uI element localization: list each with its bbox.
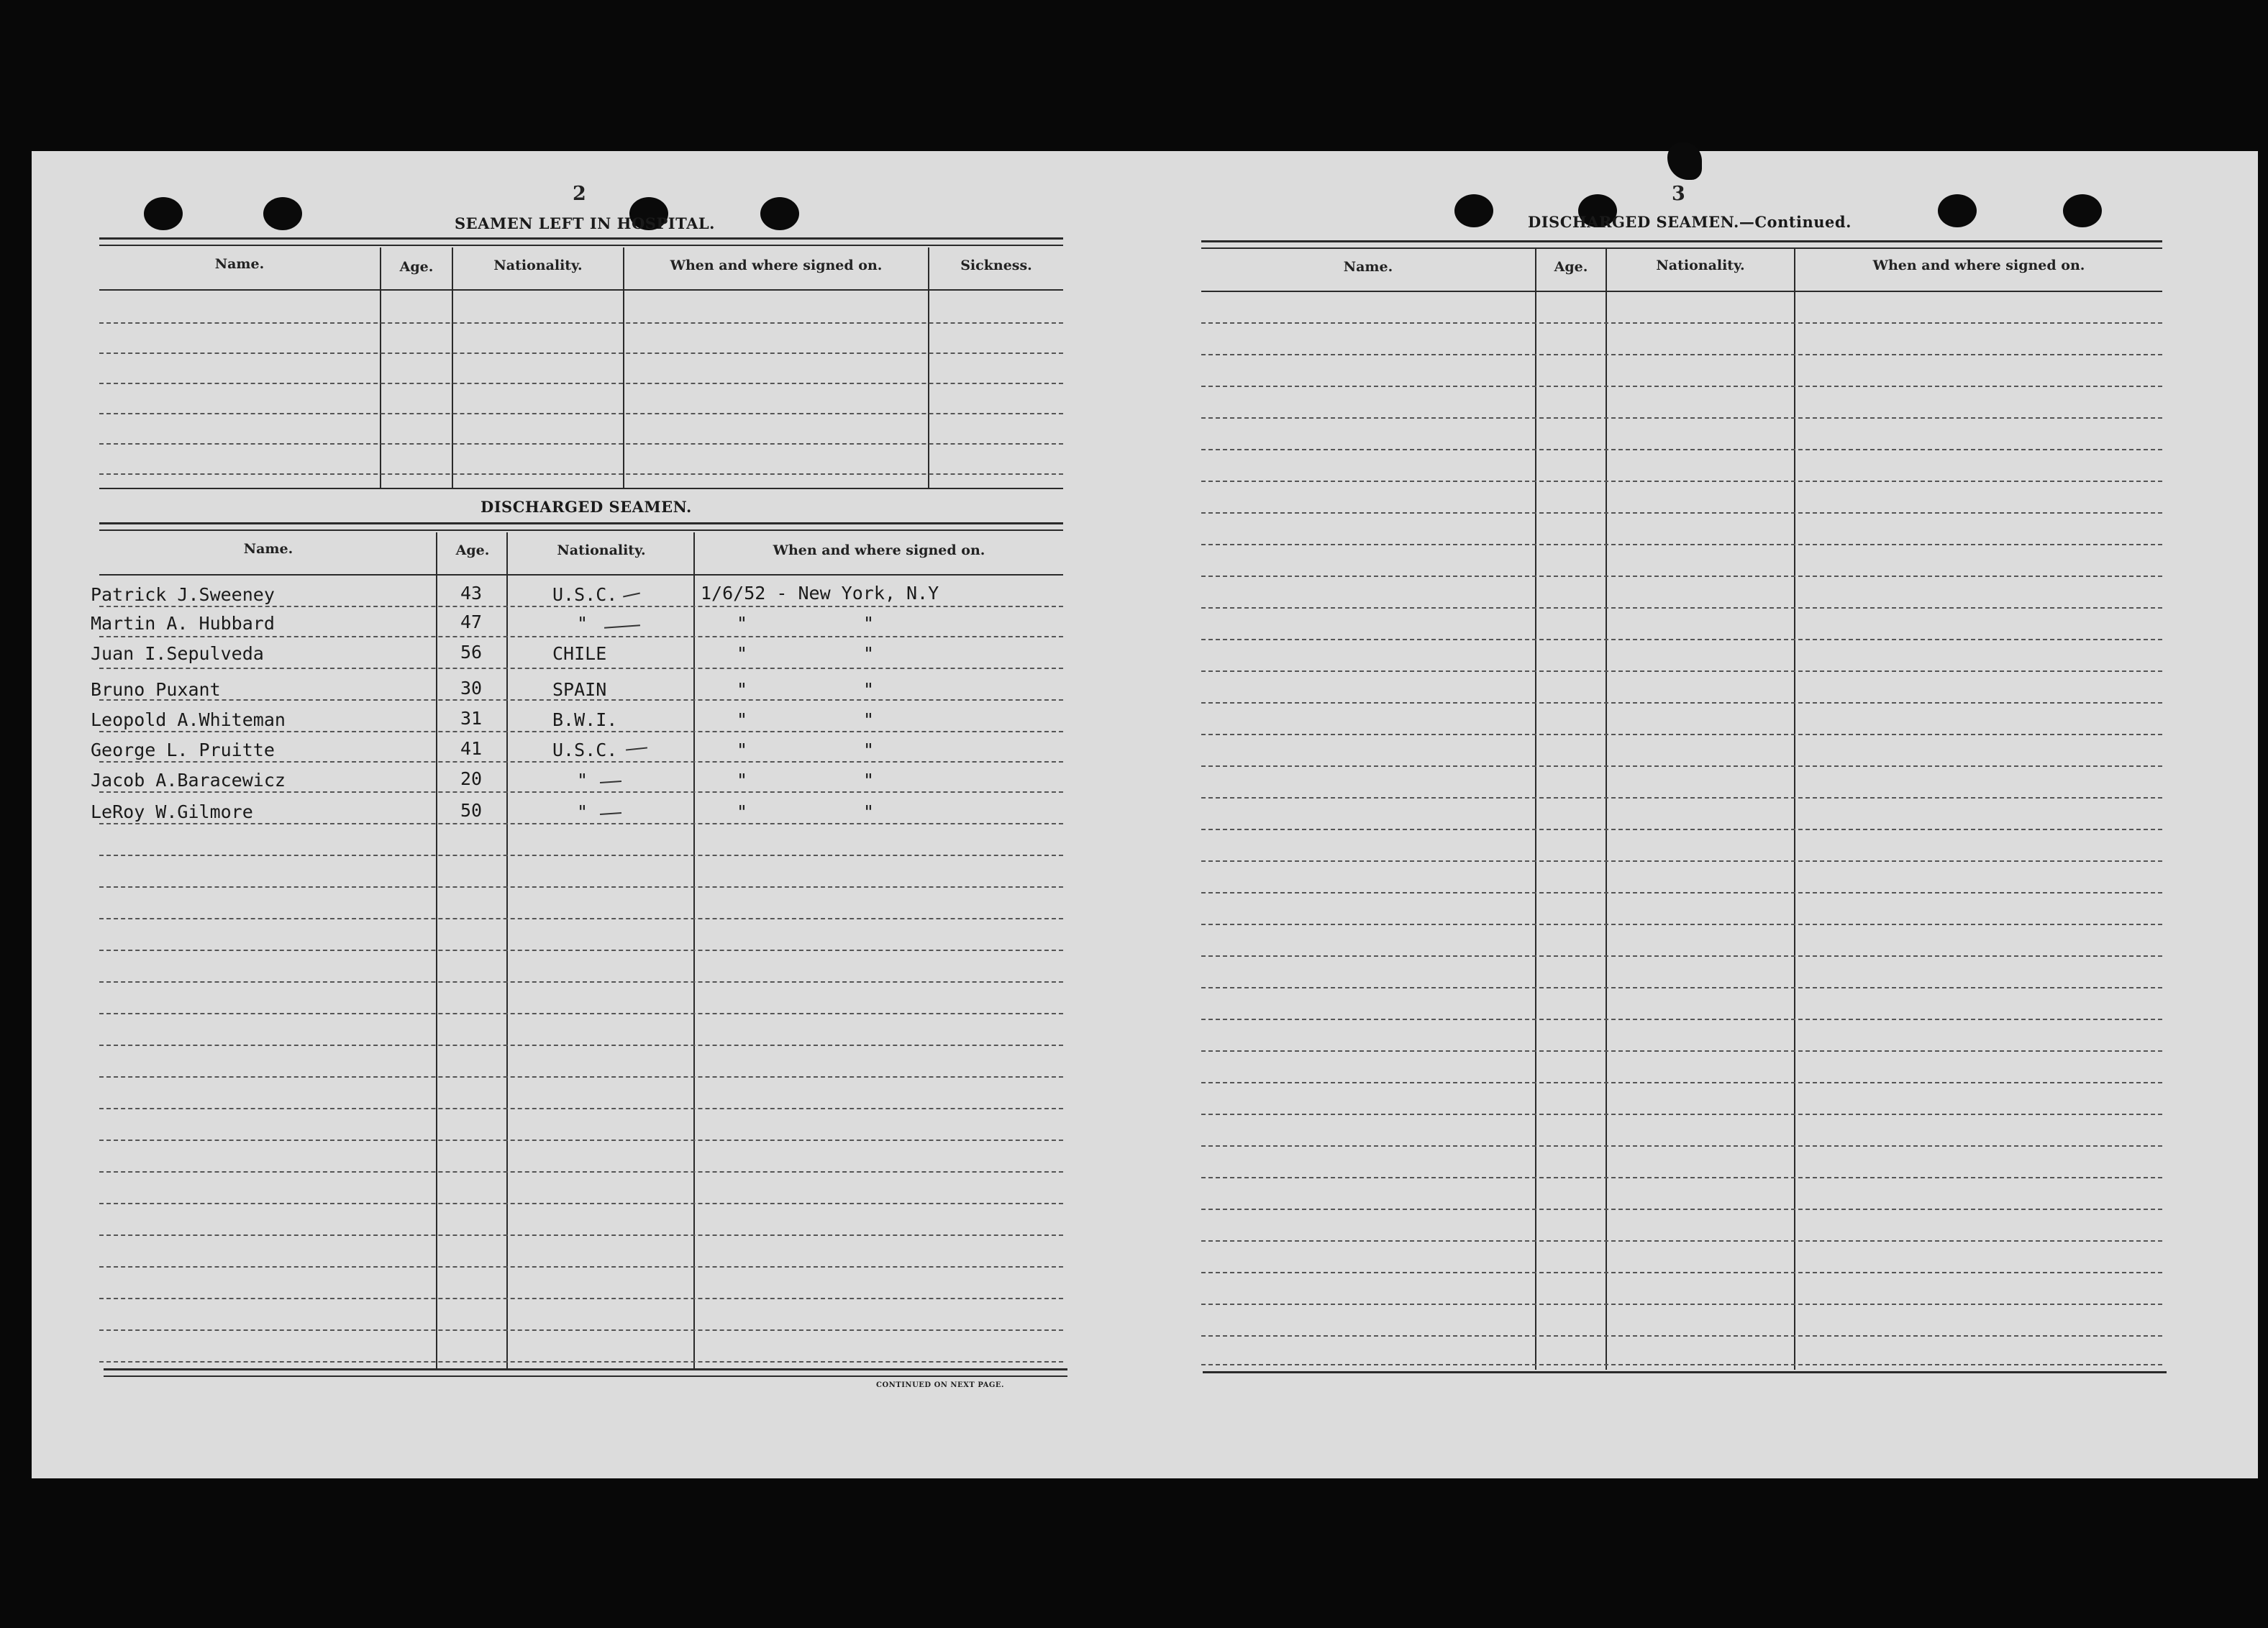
punch-hole [760,197,799,230]
seaman-age: 30 [460,678,483,699]
page-number-right: 3 [1672,183,1685,205]
dis-col-header-age: Age. [455,542,490,558]
seaman-signed-on: 1/6/52 - New York, N.Y [701,583,939,604]
ditto-mark: " [863,643,875,664]
seaman-name: Bruno Puxant [91,679,221,700]
col-header-signed-on: When and where signed on. [670,258,883,273]
seaman-nationality: " [577,613,588,634]
seaman-name: Leopold A.Whiteman [91,709,286,730]
seaman-nationality: U.S.C. [552,584,618,605]
ditto-mark: " [863,801,875,822]
document-sheet [32,151,2258,1478]
seaman-name: Patrick J.Sweeney [91,584,275,605]
seaman-nationality: U.S.C. [552,740,618,760]
right-col-header-name: Name. [1343,259,1393,275]
col-header-sickness: Sickness. [960,258,1032,273]
punch-hole [1938,194,1977,227]
ditto-mark: " [863,709,875,730]
seaman-name: Juan I.Sepulveda [91,643,264,664]
continued-footer: CONTINUED ON NEXT PAGE. [876,1381,1005,1389]
seaman-age: 20 [460,768,483,789]
seaman-age: 41 [460,738,483,759]
seaman-name: Jacob A.Baracewicz [91,770,286,791]
ditto-mark: " [737,643,748,664]
ditto-mark: " [737,770,748,791]
col-header-name: Name. [214,256,265,272]
dis-col-header-nationality: Nationality. [557,542,646,558]
discharged-section-title: DISCHARGED SEAMEN. [481,498,692,516]
ditto-mark: " [737,709,748,730]
right-col-header-age: Age. [1554,259,1588,275]
punch-hole [144,197,183,230]
right-col-header-nationality: Nationality. [1656,258,1745,273]
right-col-header-signed-on: When and where signed on. [1872,258,2085,273]
page-number-left: 2 [573,183,586,205]
hospital-top-rule [99,237,1063,240]
ditto-mark: " [863,740,875,760]
dis-col-header-name: Name. [243,541,293,557]
col-header-age: Age. [399,259,434,275]
seaman-nationality: CHILE [552,643,607,664]
seaman-age: 50 [460,800,483,821]
seaman-age: 56 [460,642,483,663]
seaman-name: Martin A. Hubbard [91,613,275,634]
seaman-nationality: B.W.I. [552,709,618,730]
hospital-section-title: SEAMEN LEFT IN HOSPITAL. [455,214,715,232]
seaman-name: LeRoy W.Gilmore [91,801,253,822]
col-header-nationality: Nationality. [493,258,583,273]
ditto-mark: " [737,679,748,700]
seaman-nationality: " [577,770,588,791]
ditto-mark: " [863,613,875,634]
seaman-nationality: " [577,801,588,822]
seaman-name: George L. Pruitte [91,740,275,760]
dis-col-header-signed-on: When and where signed on. [773,542,985,558]
ditto-mark: " [737,740,748,760]
punch-hole [263,197,302,230]
seaman-age: 31 [460,708,483,729]
ditto-mark: " [737,801,748,822]
ditto-mark: " [863,770,875,791]
punch-hole [2063,194,2102,227]
seaman-age: 43 [460,583,483,604]
ditto-mark: " [737,613,748,634]
seaman-age: 47 [460,611,483,632]
ditto-mark: " [863,679,875,700]
discharged-continued-title: DISCHARGED SEAMEN.—Continued. [1528,213,1852,231]
seaman-nationality: SPAIN [552,679,607,700]
punch-hole [1454,194,1493,227]
